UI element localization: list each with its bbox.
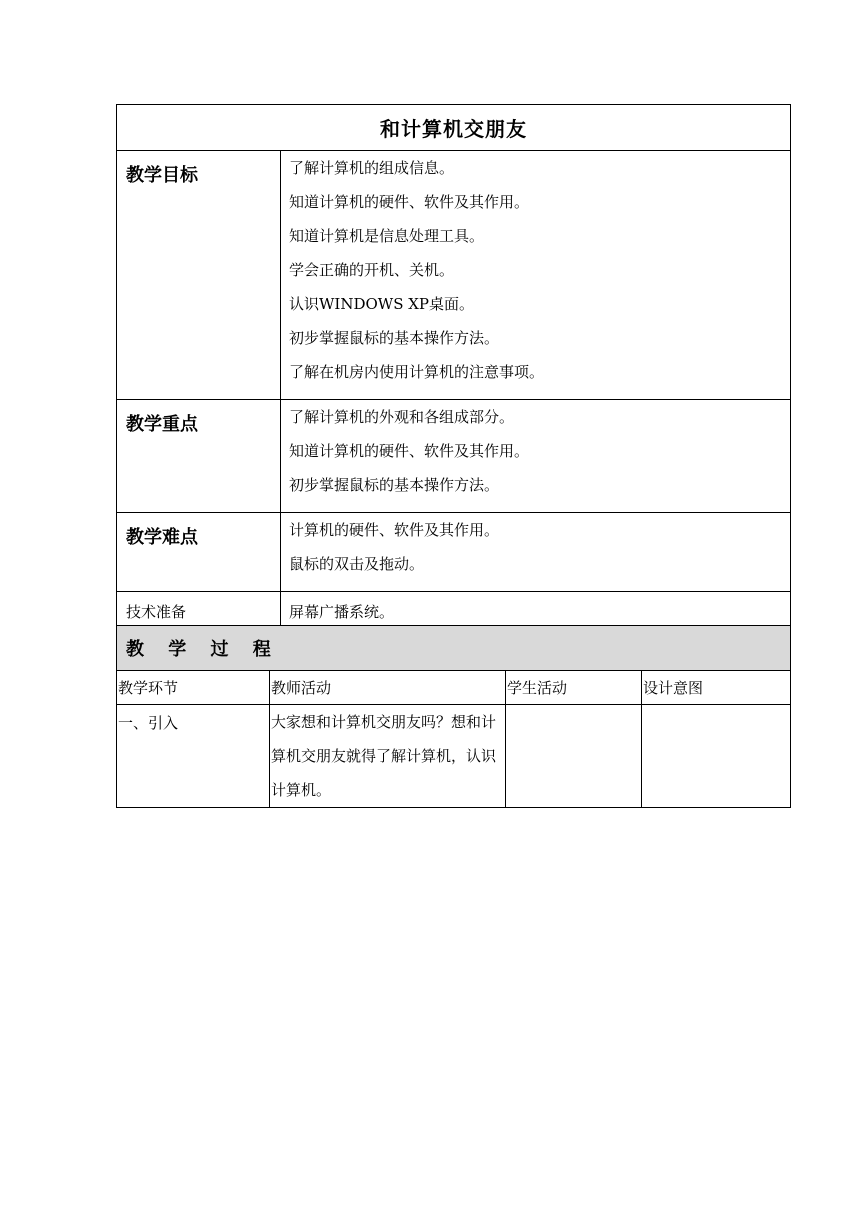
difficulties-content — [281, 513, 791, 592]
process-header-row — [117, 671, 791, 705]
goal-item: 了解计算机的组成信息。 — [289, 159, 455, 177]
student-activity-cell — [506, 705, 642, 808]
column-header-student: 学生活动 — [506, 671, 642, 705]
title-row — [117, 105, 791, 151]
process-heading: 教 学 过 程 — [117, 626, 791, 671]
difficulty-item: 鼠标的双击及拖动。 — [289, 555, 425, 573]
goals-content — [281, 151, 791, 400]
table-row — [117, 705, 791, 808]
lesson-plan-table — [116, 104, 791, 808]
teacher-activity-cell: 大家想和计算机交朋友吗？想和计算机交朋友就得了解计算机，认识计算机。 — [270, 705, 506, 808]
column-header-teacher: 教师活动 — [270, 671, 506, 705]
goal-item: 初步掌握鼠标的基本操作方法。 — [289, 329, 500, 347]
design-intent-cell — [642, 705, 791, 808]
stage-cell: 一、引入 — [117, 705, 270, 808]
goal-item: 了解在机房内使用计算机的注意事项。 — [289, 363, 545, 381]
key-points-content — [281, 400, 791, 513]
column-header-intent: 设计意图 — [642, 671, 791, 705]
goal-item: 知道计算机的硬件、软件及其作用。 — [289, 193, 530, 211]
goal-item: 学会正确的开机、关机。 — [289, 261, 455, 279]
key-point-item: 了解计算机的外观和各组成部分。 — [289, 408, 515, 426]
key-point-item: 初步掌握鼠标的基本操作方法。 — [289, 476, 500, 494]
process-heading-row — [117, 626, 791, 671]
goals-label: 教学目标 — [117, 151, 281, 400]
tech-label: 技术准备 — [117, 592, 281, 626]
key-points-row — [117, 400, 791, 513]
key-point-item: 知道计算机的硬件、软件及其作用。 — [289, 442, 530, 460]
goal-item: 认识WINDOWS XP桌面。 — [289, 295, 475, 313]
difficulties-row — [117, 513, 791, 592]
goal-item: 知道计算机是信息处理工具。 — [289, 227, 485, 245]
goals-row — [117, 151, 791, 400]
lesson-plan-document — [116, 104, 790, 808]
key-points-label: 教学重点 — [117, 400, 281, 513]
difficulty-item: 计算机的硬件、软件及其作用。 — [289, 521, 500, 539]
lesson-title: 和计算机交朋友 — [117, 105, 791, 151]
column-header-stage: 教学环节 — [117, 671, 270, 705]
difficulties-label: 教学难点 — [117, 513, 281, 592]
tech-row — [117, 592, 791, 626]
tech-value: 屏幕广播系统。 — [281, 592, 791, 626]
